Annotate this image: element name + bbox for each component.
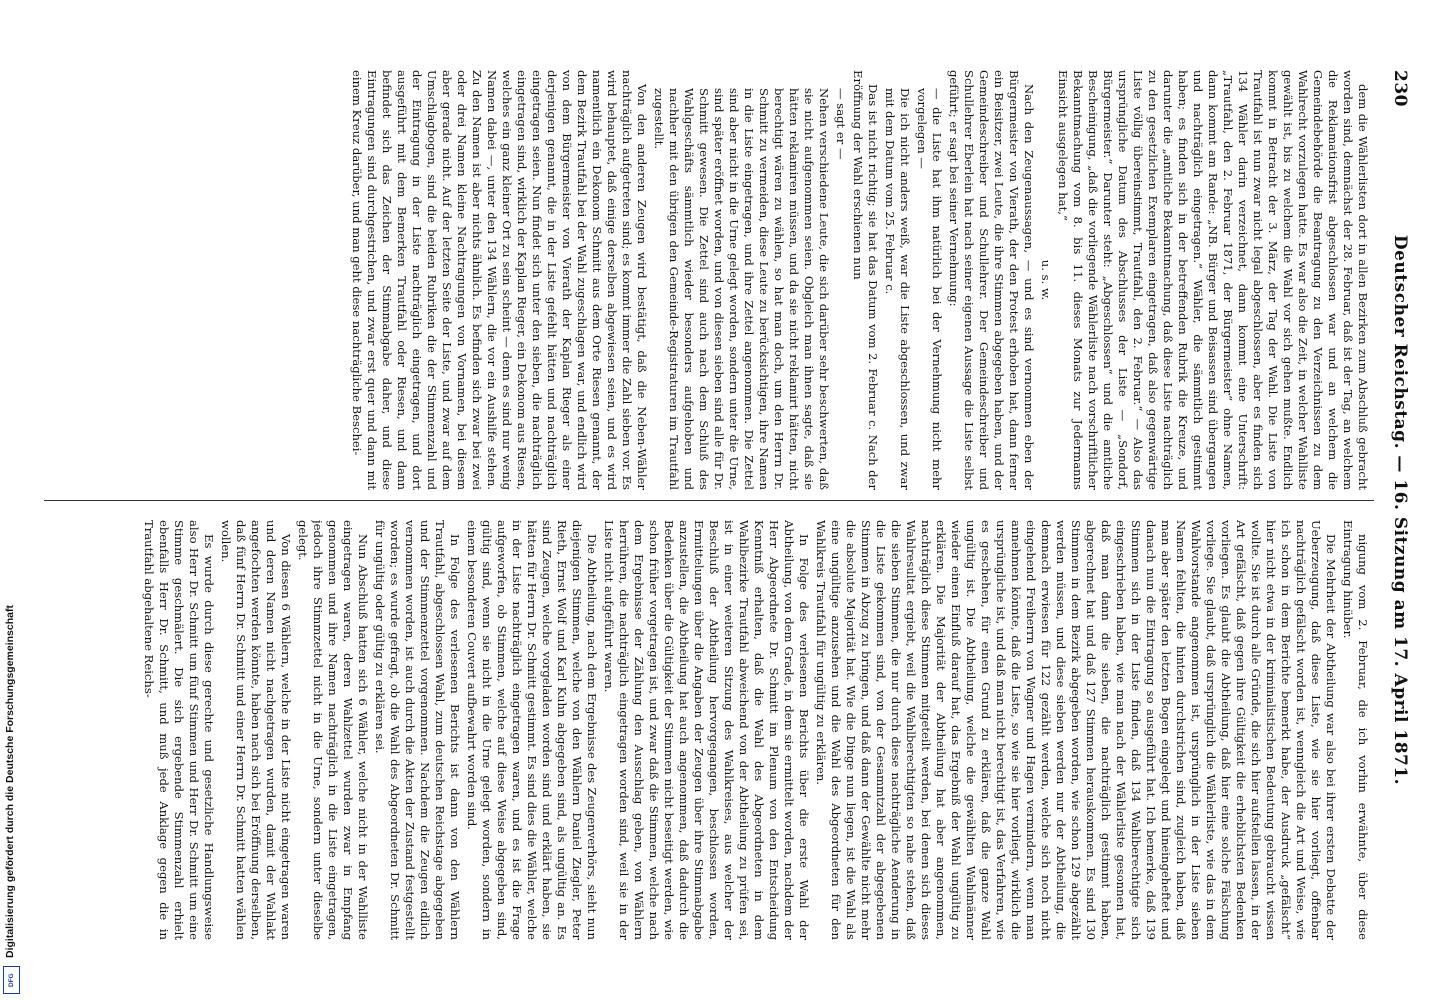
credit-bar <box>0 0 22 1000</box>
page-header <box>1384 70 1410 950</box>
paragraph: Die Abtheilung, nach dem Ergebnisse des Zeugenverhörs, sieht nun diejenigen Stimmen, welche von den Wählern Daniel Ziegler, Peter Rieth, Ernst Wolf und Karl Kuhn abgegeben sind, als ungültig an. Es sind Zeugen, welche vorgeladen worden sind und erklärt haben, sie hätten für Herrn Dr. Schmitt gestimmt. Es sind dies die Wähler, welche in der Liste nachträglich eingetragen waren, und es ist die Frage aufgeworfen, ob Stimmen, welche auf diese Weise abgegeben sind, gültig sind, wenn sie nicht in die Urne gelegt worden, sondern in einem besonderen Couvert aufbewahrt worden sind. <box>465 520 599 940</box>
dfg-credit-text: Digitalisierung gefördert durch die Deutsche Forschungsgemeinschaft <box>4 605 16 958</box>
paragraph: Von diesen 6 Wählern, welche in der Liste nicht eingetragen waren und deren Namen nicht nachgetragen wurden, damit der Wahlakt angefochten werden könnte, haben nach sich bei Eröffnung derselben, daß fünf Herrn Dr. Schmitt und einer Herrn Dr. Schmitt hatten wählen wollen. <box>219 520 293 940</box>
paragraph: — die Liste hat ihm natürlich bei der Vernehmung nicht mehr vorgelegen — <box>915 88 944 490</box>
paragraph: dem die Wählerlisten dort in allen Bezirken zum Abschluß gebracht worden sind, demnächst der 28. Februar, daß ist der Tag, an welchem die Reklamationsfrist abgeschlossen war und an welchem die Gemeindebehörde die Beantragung zu den Verzeichnissen zu dem Wahlrecht vorzulegen hatte. Es war also die Zeit, in welcher Wahlliste gewählt ist, bis zu welchem die Wahl vor sich gehen mußte. Endlich kommt in Betracht der 3. März, der Tag der Wahl. Die Liste von Trautfahl ist nun zwar nicht legal abgeschlossen, aber es finden sich 134 Wähler darin verzeichnet, dann kommt eine Unterschrift: „Trautfahl, den 2. Februar 1871, der Bürgermeister“ ohne Namen, dann kommt am Rande: „NB. Bürger und Beisassen sind übergangen und nachträglich eingetragen.“ Wähler, die sämmtlich gestimmt haben; es finden sich in der betreffenden Rubrik die Kreuze, und darunter die „amtliche Bekanntmachung, daß diese Liste nachträglich zu den gesetzlichen Exemplaren eingetragen, daß also gegenwärtige Liste völlig übereinstimmt, Trautfahl, den 2. Februar.“ — Also das ursprüngliche Datum des Abschlusses der Liste — „Sondorf, Bürgermeister.“ Darunter steht: „Abgeschlossen“ und die amtliche Bescheinigung, „daß die vorliegende Wählerliste nach vorschriftlicher Bekanntmachung vom 8. bis 11. dieses Monats zur Jedermanns Einsicht ausgelegen hat,“ <box>1056 70 1370 490</box>
paragraph: Das ist nicht richtig; sie hat das Datum vom 2. Februar c. Nach der Eröffnung der Wahl erschienen nun <box>851 70 880 490</box>
paragraph: Die Mehrheit der Abtheilung war also bei ihrer ersten Debatte der Ueberzeugung, daß diese Liste, wie sie hier vorliegt, offenbar nachträglich gefälscht worden ist, wenngleich die Art und Weise, wie ich schon in dem Berichte bemerkt habe, der Ausdruck „gefälscht“ hier nicht etwa in der kriminalistischen Bedeutung gebraucht wissen wollte. Sie ist durch alle Gründe, die sich hier aufstellen lassen, in der Art gefälscht, daß gegen ihre Gültigkeit die erheblichsten Bedenken vorliegen. Es glaubt die Abtheilung, daß hier eine solche Fälschung vorliege. Sie glaubt, daß ursprünglich die Wählerliste, wie das in dem Wahlvorstande angenommen ist, ursprünglich in der Liste sieben Namen fehlten, die hinten durchstrichen sind, zugleich haben, daß man aber später den letzten Bogen eingelegt und hineingeheftet und danach nun die Eintragung so ausgeführt hat. Ich bemerke, daß 139 Stimmen sich in der Liste finden, daß 134 Wahlberechtigte sich eingeschrieben haben, wie man nach der Wählerliste gesonnen hat, daß man dann die sieben, die nachträglich gestimmt haben, abgerechnet hat und daß 127 Stimmen herauskommen. Es sind 130 Stimmen in dem Bezirk abgegeben worden, wie schon 129 abgezählt werden müssen, und diese sieben werden nur der Abtheilung, die demnach erwiesen für 122 gezählt werden, welche sich noch nicht eingehend Freiherrn von Wagner und Hagen vermindern, wenn man annehmen könnte, daß die Liste, so wie sie hier vorliegt, wirklich die ursprüngliche ist, und daß man nicht berechtigt ist, das Verfahren, wie es geschehen, für einen Grund zu erklären, daß die ganze Wahl ungültig ist. Die Abtheilung, welche die gewählten Wahlmänner wieder einen Einfluß darauf hat, das Ergebniß der Wahl ungültig zu erklären. Die Majorität der Abtheilung hat aber angenommen, nachträglich diese Stimmen mitgeteilt werden, bei denen sich dieses Wahlresultat ergiebt, weil die Wahlberechtigten so nahe stehen, daß die sieben Stimmen, die nur durch diese nachträgliche Aenderung in die Liste gekommen sind, von der Gesammtzahl der abgegebenen Stimmen in Abzug zu bringen, und daß dann der Gewählte nicht mehr die absolute Majorität hat. Wie die Dinge nun liegen, ist die Wahl als eine ungültige anzusehen und die Wahl des Abgeordneten für den Wahlkreis Trautfahl für ungültig zu erklären. <box>814 520 1338 940</box>
paragraph: u. s. w. <box>1039 259 1053 301</box>
paragraph: Von den anderen Zeugen wird bestätigt, daß die Neben-Wähler nachträglich aufgetreten sind; es kommt immer die Zahl sieben vor. Es wird behauptet, daß einige derselben abgewiesen seien, und es wird namentlich ein Dekonom Schmitt aus dem Orte Riesen genannt, der dem Bezirk Trautfahl bei der Wahl zugeschlagen war, und endlich wird von dem Bürgermeister von Vierath der Kaplan Rieger als einer derjenigen genannt, die in der Liste gefehlt hätten und nachträglich eingetragen seien. Nun findet sich unter den sieben, die nachträglich eingetragen sind, wirklich der Kaplan Rieger, ein Dekonom aus Riesen, welches ein ganz kleiner Ort zu sein scheint — denn es sind nur wenig Namen dabei —, unter den 134 Wählern, die vor ein Aushilfe stehen. Zu den Namen ist aber nichts ähnlich. Es befinden sich zwar bei zwei oder drei Namen kleine Nachtragungen von Vornamen, bei diesem aber gerade nicht. Auf der letzten Seite der Liste, und zwar auf dem Umschlagbogen, sind die beiden Rubriken die der Stimmenzahl und der Eintragung in der Liste nachträglich eingetragen, und dort ausgeführt mit dem Bemerken Trautfahl oder Riesen, und dann befindet sich das Zeichen der Stimmabgabe daher, und diese Eintragungen sind durchgestrichen, und zwar erst quer und dann mit einem Kreuz darüber, und man geht diese nachträgliche Beschei- <box>350 70 649 490</box>
page-title: Deutscher Reichstag. — 16. Sitzung am 17. April 1871. <box>1390 234 1410 786</box>
right-column <box>50 520 1370 940</box>
paragraph: Es wurde durch diese gerechte und gesetzliche Handlungsweise also Herr Dr. Schmitt um fünf Stimmen und Herr Dr. Schmitt um eine Stimme geschmälert. Die sich ergebende Stimmenzahl erhielt ebenfalls Herr Dr. Schmitt, und muß jede Anklage gegen die in Trautfahl abgehaltene Reichs- <box>142 520 216 940</box>
paragraph: nigung vom 2. Februar, die ich vorhin erwähnte, über diese Eintragung hinüber. <box>1341 520 1370 940</box>
paragraph: Die ich nicht anders weiß, war die Liste abgeschlossen, und zwar mit dem Datum vom 25. Februar c. <box>883 88 912 490</box>
left-column <box>50 70 1370 490</box>
paragraph: Nehen verschiedene Leute, die sich darüber sehr beschwerten, daß sie nicht aufgenommen seien. Obgleich man ihnen sagte, daß sie hätten reklamiren müssen, und da sie nicht reklamirt hätten, nicht berechtigt wären zu wählen, so hat man doch, um den Herrn Dr. Schmitt zu vermeiden, diese Leute zu berücksichtigen, ihre Namen in die Liste eingetragen, und ihre Zettel angenommen. Die Zettel sind aber nicht in die Urne gelegt worden, sondern unter die Urne, sind später eröffnet worden, und von diesen sieben sind alle für Dr. Schmitt gewesen. Die Zettel sind auch nach dem Schluß des Wahlgeschäfts sämmtlich wieder besonders aufgehoben und nachher mit den übrigen den Gemeinde-Registraturen im Trautfahl zugestellt. <box>652 88 831 490</box>
paragraph: — sagt er — <box>834 88 848 160</box>
dfg-logo-icon: DFG <box>3 966 20 994</box>
paragraph: In Folge des verlesenen Berichts über die erste Wahl der Abtheilung, von dem Grade, in dem sie ermittelt worden, nachdem der Herr Abgeordnete Dr. Schmitt im Plenum von den Entscheidung Kenntniß erhalten, daß die Wahl des Abgeordneten in dem Wahlbezirke Trautfahl abweichend von der Abtheilung zu prüfen sei, ist in einer weiteren Sitzung des Wahlkreises, aus welcher der Beschluß der Abtheilung hervorgegangen, beschlossen worden, Ermittelungen über die Angaben der Zeugen über ihre Stimmabgabe anzustellen, die Abtheilung hat auch angenommen, daß dadurch die Bedenken über die Gültigkeit der Stimmen nicht beseitigt werden, wie schon früher vorgetragen ist, und zwar daß die Stimmen, welche nach dem Ergebnisse der Zählung den Ausschlag geben, von Wählern herrühren, die nachträglich eingetragen worden sind, weil sie in der Liste nicht aufgeführt waren. <box>602 520 811 940</box>
paragraph: In Folge des verlesenen Berichts ist dann von den Wählern Trautfahl, abgeschlossen Wahl, zum deutschen Reichstage abgegeben und der Stimmenzettel vorgenommen. Nachdem die Zeugen eidlich vernommen worden, ist auch durch die Akten der Zustand festgestellt worden; es wurde gefragt, ob die Wahl des Abgeordneten Dr. Schmitt für ungültig oder gültig zu erklären sei. <box>373 520 462 940</box>
column-divider <box>44 500 1374 501</box>
paragraph: Nach den Zeugenaussagen, — und es sind vernommen eben der Bürgermeister von Vierath, der den Protest erhoben hat, dann ferner ein Beisitzer, zwei Leute, die ihre Stimmen abgegeben haben, und der Gemeindeschreiber und Schullehrer. Der Gemeindeschreiber und Schullehrer Eberlein hat nach seiner eigenen Aussage die Liste selbst geführt; er sagt bei seiner Vernehmung: <box>947 70 1036 490</box>
page-number: 230 <box>1390 70 1410 107</box>
paragraph: Nun Abschluß hatten sich 6 Wähler, welche nicht in der Wahlliste eingetragen waren, deren Wahlzettel wurden zwar in Empfang genommen und ihre Namen nachträglich in die Liste eingetragen, jedoch ihre Stimmzettel nicht in die Urne, sondern unter dieselbe gelegt. <box>296 520 370 940</box>
